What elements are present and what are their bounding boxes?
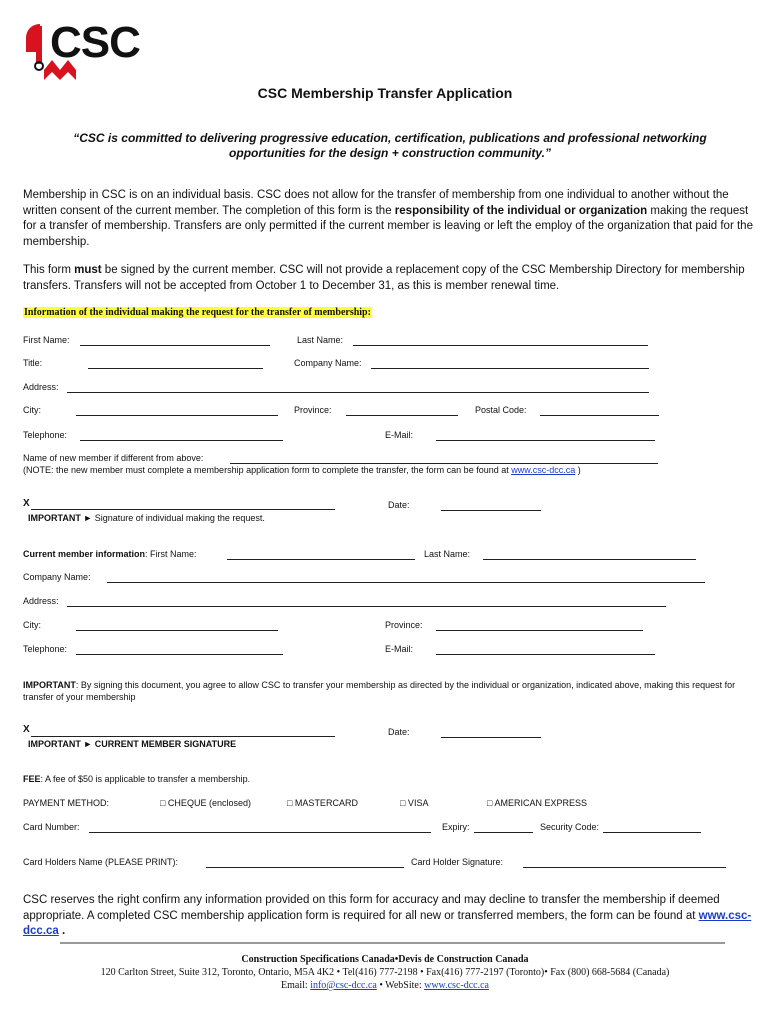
title-label: Title:	[23, 358, 43, 368]
current-signature-caption: IMPORTANT ► CURRENT MEMBER SIGNATURE	[28, 739, 237, 749]
footer-contact	[0, 980, 770, 991]
requester-signature-x: X	[23, 498, 30, 509]
company-name-field[interactable]	[371, 368, 649, 369]
current-email-field[interactable]	[436, 654, 655, 655]
card-number-field[interactable]	[89, 832, 431, 833]
current-company-label: Company Name:	[23, 572, 91, 582]
city-label: City:	[23, 405, 41, 415]
intro-paragraph-1	[23, 188, 753, 250]
current-email-label: E-Mail:	[385, 644, 414, 654]
current-company-field[interactable]	[107, 582, 705, 583]
payment-option-amex[interactable]: □ AMERICAN EXPRESS	[487, 798, 587, 808]
current-address-label: Address:	[23, 596, 59, 606]
current-member-heading: Current member information	[23, 549, 146, 559]
telephone-field[interactable]	[80, 440, 283, 441]
last-name-field[interactable]	[353, 345, 648, 346]
important-label: IMPORTANT	[23, 680, 76, 690]
fee-text: : A fee of $50 is applicable to transfer a membership.	[40, 774, 251, 784]
intro-paragraph-2	[23, 263, 753, 294]
email-field[interactable]	[436, 440, 655, 441]
requester-heading: Information of the individual making the request for the transfer of membership:	[24, 307, 371, 318]
current-telephone-label: Telephone:	[23, 644, 68, 654]
current-telephone-field[interactable]	[76, 654, 283, 655]
email-label: E-Mail:	[385, 430, 414, 440]
new-member-name-field[interactable]	[230, 463, 658, 464]
address-label: Address:	[23, 382, 59, 392]
current-first-name-field[interactable]	[227, 559, 415, 560]
requester-signature-caption	[28, 513, 265, 523]
current-last-name-label: Last Name:	[424, 549, 471, 559]
expiry-field[interactable]	[474, 832, 533, 833]
card-holder-name-field[interactable]	[206, 867, 404, 868]
postal-code-label: Postal Code:	[475, 405, 527, 415]
caption-text: Signature of individual making the request.	[92, 513, 265, 523]
fee-label: FEE	[23, 774, 41, 784]
requester-date-label: Date:	[388, 500, 410, 510]
footer-website-link[interactable]: www.csc-dcc.ca	[424, 980, 489, 991]
email-label-text: Email:	[281, 980, 311, 991]
intro-text: be signed by the current member. CSC will not provide a replacement copy of the CSC Membership Directory for membership transfers. Transfers will not be accepted from October 1 to December 31, as this is member renewal time.	[23, 264, 745, 292]
card-number-label: Card Number:	[23, 822, 80, 832]
address-field[interactable]	[67, 392, 649, 393]
payment-option-visa[interactable]: □ VISA	[400, 798, 429, 808]
footer-org: Construction Specifications Canada•Devis de Construction Canada	[241, 954, 529, 965]
intro-text: Membership in CSC is on an individual basis. CSC does not allow for the transfer of membership from one individual to another without the written consent of the current member. The completion of this form is the	[23, 189, 729, 217]
payment-option-cheque[interactable]: □ CHEQUE (enclosed)	[160, 798, 251, 808]
intro-text: making the request for a transfer of membership. Transfers are only permitted if the current member is leaving or left the employ of the organization that paid for the membership.	[23, 204, 753, 248]
logo-text: CSC	[50, 18, 140, 67]
footer-address: 120 Carlton Street, Suite 312, Toronto, Ontario, M5A 4K2 • Tel(416) 777-2198 • Fax(416) 777-2197 (Toronto)• Fax (800) 668-5684 (Canada)	[100, 967, 670, 978]
first-name-label: First Name:	[23, 335, 70, 345]
current-address-field[interactable]	[67, 606, 666, 607]
tagline: “CSC is committed to delivering progressive education, certification, publications and professional networking opportunities for the design + construction community.”	[73, 131, 707, 160]
current-first-name-label	[23, 549, 197, 559]
city-field[interactable]	[76, 415, 278, 416]
website-label-text: • WebSite:	[376, 980, 425, 991]
card-holder-signature-field[interactable]	[523, 867, 726, 868]
note-text: )	[575, 465, 581, 475]
current-date-field[interactable]	[441, 737, 541, 738]
company-name-label: Company Name:	[294, 358, 362, 368]
card-holder-signature-label: Card Holder Signature:	[411, 857, 504, 867]
reserve-text: CSC reserves the right confirm any information provided on this form for accuracy and may decline to transfer the membership if deemed appropriate. A completed CSC membership application form is required for all new or transferred members, the form can be found at	[23, 894, 720, 922]
expiry-label: Expiry:	[442, 822, 470, 832]
requester-signature-field[interactable]	[31, 509, 335, 510]
note-text: (NOTE: the new member must complete a membership application form to complete the transfer, the form can be found at	[23, 465, 512, 475]
postal-code-field[interactable]	[540, 415, 659, 416]
last-name-label: Last Name:	[297, 335, 344, 345]
province-label: Province:	[294, 405, 332, 415]
notice-text: : By signing this document, you agree to allow CSC to transfer your membership as directed by the individual or organization, indicated above, making this request for transfer of your membership	[23, 680, 736, 702]
reserve-paragraph	[23, 893, 753, 940]
reserve-website-link[interactable]: www.csc-dcc.ca	[23, 909, 752, 937]
important-label: IMPORTANT	[28, 513, 81, 523]
security-code-label: Security Code:	[540, 822, 600, 832]
current-last-name-field[interactable]	[483, 559, 696, 560]
current-city-label: City:	[23, 620, 41, 630]
current-signature-x: X	[23, 724, 30, 735]
current-signature-field[interactable]	[31, 736, 335, 737]
current-city-field[interactable]	[76, 630, 278, 631]
page-title: CSC Membership Transfer Application	[257, 85, 513, 101]
first-name-text: : First Name:	[145, 549, 197, 559]
current-date-label: Date:	[388, 727, 410, 737]
intro-bold: must	[74, 264, 102, 276]
reserve-end: .	[58, 925, 66, 937]
intro-text: This form	[23, 264, 75, 276]
requester-date-field[interactable]	[441, 510, 541, 511]
fee-line	[23, 774, 250, 784]
current-province-label: Province:	[385, 620, 423, 630]
intro-bold: responsibility of the individual or organization	[394, 204, 648, 217]
telephone-label: Telephone:	[23, 430, 68, 440]
payment-option-mastercard[interactable]: □ MASTERCARD	[287, 798, 358, 808]
new-member-note	[23, 465, 581, 475]
card-holder-name-label: Card Holders Name (PLEASE PRINT):	[23, 857, 179, 867]
new-member-name-label: Name of new member if different from above:	[23, 453, 204, 463]
first-name-field[interactable]	[80, 345, 270, 346]
csc-website-link[interactable]: www.csc-dcc.ca	[511, 465, 576, 475]
payment-method-label: PAYMENT METHOD:	[23, 798, 110, 808]
arrow-icon: ►	[83, 513, 93, 523]
footer-rule	[60, 942, 725, 944]
csc-logo	[22, 18, 192, 84]
current-province-field[interactable]	[436, 630, 643, 631]
title-field[interactable]	[88, 368, 263, 369]
province-field[interactable]	[346, 415, 458, 416]
footer-email-link[interactable]: info@csc-dcc.ca	[310, 980, 377, 991]
security-code-field[interactable]	[603, 832, 701, 833]
current-member-notice	[23, 679, 753, 703]
